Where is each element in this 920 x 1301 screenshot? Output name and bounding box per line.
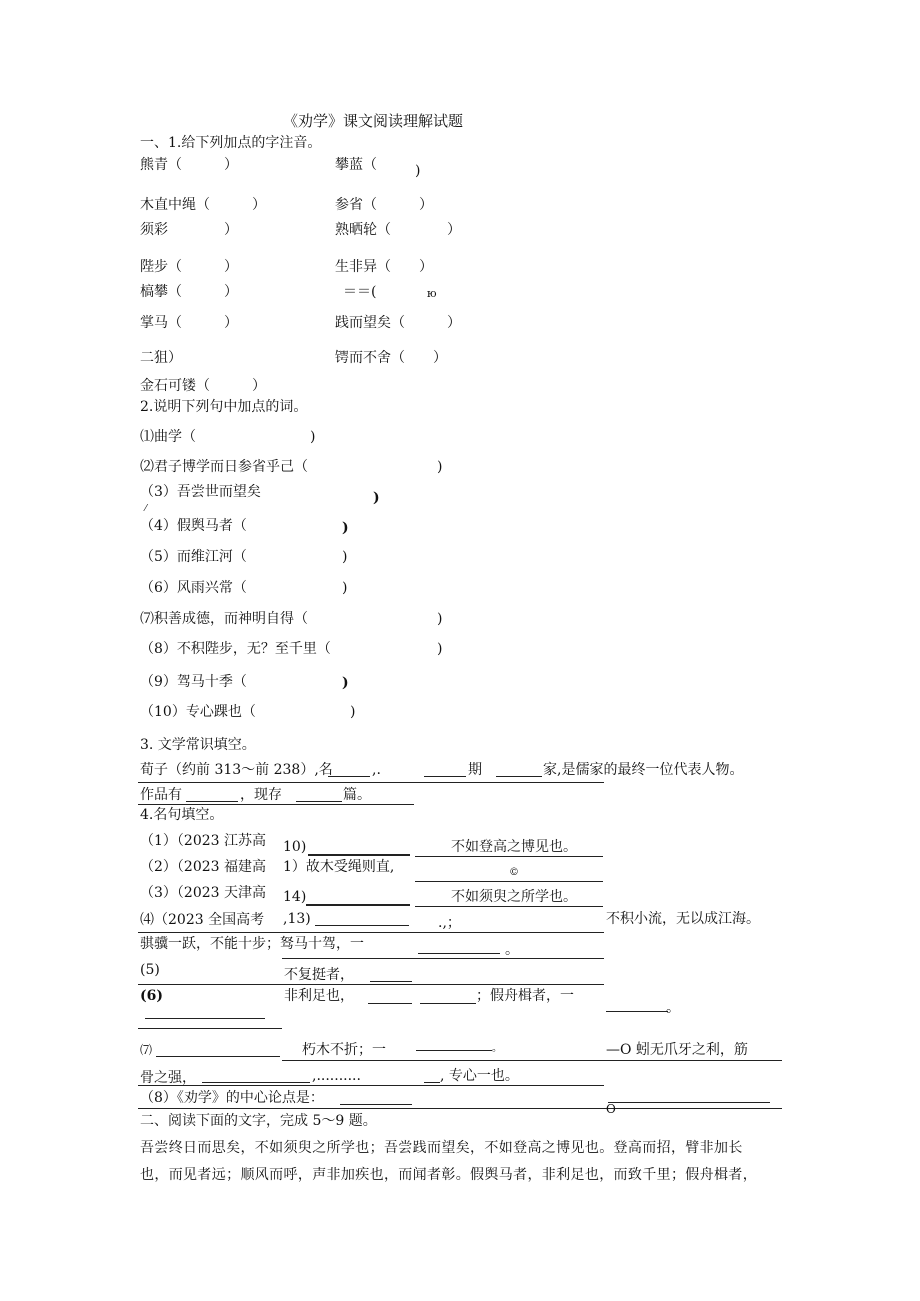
q2-item: ) (350, 704, 356, 720)
q1-item: ＝＝( (343, 284, 377, 300)
q3-blank-period[interactable] (424, 776, 466, 777)
q4-blank-10a[interactable] (340, 1104, 412, 1105)
q4-row-6: (5) (140, 962, 160, 978)
q4-blank-3[interactable] (306, 904, 410, 906)
q4-row-5: 。 (505, 942, 519, 958)
q4-row-3-rule (415, 906, 603, 907)
q3-blank-name[interactable] (328, 776, 370, 777)
q4-row-2: © (509, 867, 519, 878)
q3-line2: 作品有 (140, 787, 182, 803)
q3-blank-count[interactable] (296, 801, 342, 802)
q2-item: ) (342, 675, 349, 691)
q3-line1-rule (138, 782, 604, 783)
q2-item: ) (342, 580, 348, 596)
q4-row-9: , 专心一也。 (440, 1068, 519, 1084)
q4-blank-8a[interactable] (156, 1056, 280, 1057)
q1-item: 二狙） (140, 350, 182, 366)
q4-row-3: （3）（2023 天津高 (140, 885, 266, 901)
q4-row-7-rule (138, 1028, 282, 1029)
q1-item: 践而望矣（ ） (335, 315, 461, 331)
q1-item: 须彩 ） (140, 222, 238, 238)
q1-item: 攀蓝（ (335, 157, 377, 173)
q1-item: 木直中绳（ ） (140, 197, 266, 213)
q1-item: 熟晒轮（ ） (335, 222, 461, 238)
q4-row-2: （2）（2023 福建高 (140, 859, 266, 875)
q2-item: ) (310, 429, 316, 445)
q1-item: 金石可镂（ ） (140, 378, 266, 394)
q2-item: ⑵君子博学而日参省乎己（ (140, 459, 308, 475)
q3-blank-school[interactable] (496, 776, 542, 777)
q3-line1: 期 (468, 762, 482, 778)
section2-paragraph-line: 也，而见者远；顺风而呼，声非加疾也，而闻者彰。假舆马者，非利足也，而致千里；假舟楫者， (140, 1167, 758, 1183)
q4-row-5-rule (282, 958, 604, 959)
q1-item: 生非异（ ） (335, 259, 433, 275)
q4-row-3: 不如须臾之所学也。 (451, 889, 577, 905)
q2-item: （9）驾马十季（ (140, 674, 247, 690)
q4-blank-7d[interactable] (145, 1018, 265, 1019)
q1-item: ) (415, 163, 421, 179)
q4-row-8: —O 蚓无爪牙之利，筋 (606, 1042, 748, 1058)
q4-row-10: O (606, 1102, 616, 1116)
q2-item: ) (342, 520, 349, 536)
q1-item: ю (427, 287, 437, 300)
section2-heading: 二、阅读下面的文字，完成 5～9 题。 (140, 1113, 377, 1129)
q4-row-1: （1）（2023 江苏高 (140, 833, 266, 849)
q4-blank-2[interactable] (415, 881, 603, 882)
q2-item: ) (437, 611, 443, 627)
q4-blank-7b[interactable] (420, 1003, 476, 1004)
q4-row-4-rule (138, 932, 604, 933)
q4-row-6-rule (138, 984, 604, 985)
q4-row-9: 骨之强， (140, 1070, 196, 1086)
q4-blank-9b[interactable] (424, 1082, 440, 1083)
q1-item: 掌马（ ） (140, 315, 238, 331)
q4-blank-7c[interactable] (606, 1011, 668, 1012)
q4-heading: 4.名句填空。 (140, 807, 224, 823)
q3-line2: ，现存 (240, 787, 282, 803)
q3-line2-rule (138, 804, 414, 805)
q4-row-8: 朽木不折；一 (302, 1042, 386, 1058)
q4-row-4: ,13) (283, 911, 311, 927)
q4-blank-8b[interactable] (416, 1050, 492, 1051)
q4-row-1: 不如登高之博见也。 (451, 839, 577, 855)
q4-blank-6[interactable] (370, 981, 412, 982)
q3-blank-works[interactable] (186, 801, 238, 802)
q1-item: 陛步（ ） (140, 259, 238, 275)
q4-blank-5[interactable] (418, 953, 500, 954)
q3-line1: ,. (372, 762, 381, 778)
q3-line1: 家,是儒家的最终一位代表人物。 (543, 762, 744, 778)
q4-row-5: 骐骥一跃，不能十步；驽马十驾，一 (140, 936, 364, 952)
q4-blank-9a[interactable] (202, 1082, 310, 1083)
q4-row-8: 。 (492, 1043, 502, 1054)
q4-blank-4a[interactable] (315, 925, 409, 926)
q4-blank-1[interactable] (308, 854, 410, 856)
q1-item: 熊青（ ） (140, 157, 238, 173)
q4-row-6: 不复挺者， (284, 967, 354, 983)
q2-item: （8）不积陛步，无？至千里（ (140, 641, 331, 657)
q2-item: ) (437, 641, 443, 657)
q2-item: （3）吾尝世而望矣 (140, 484, 261, 500)
q3-line2: 篇。 (343, 787, 371, 803)
q2-heading: 2.说明下列句中加点的词。 (140, 399, 308, 415)
q4-row-9: ,.......... (312, 1068, 361, 1084)
q2-item: ⑴曲学（ (140, 429, 196, 445)
q4-blank-10b[interactable] (608, 1102, 770, 1103)
q2-item: （4）假舆马者（ (140, 518, 247, 534)
q4-row-4: 不积小流，无以成江海。 (606, 911, 760, 927)
q4-row-7: ；假舟楫者，一 (476, 988, 574, 1004)
q4-row-10-rule (138, 1108, 782, 1109)
q4-row-8: ⑺ (140, 1043, 153, 1057)
q4-row-1-rule (415, 856, 603, 857)
q2-item: ⁄ (145, 504, 147, 514)
q4-row-10: （8）《劝学》的中心论点是： (140, 1090, 324, 1106)
q3-line1: 荀子（约前 313～前 238）,名 (140, 762, 333, 778)
page-title: 《劝学》课文阅读理解试题 (283, 112, 464, 130)
q1-item: 参省（ ） (335, 197, 433, 213)
q3-heading: 3. 文学常识填空。 (140, 737, 256, 753)
q4-row-4: .,； (438, 915, 461, 931)
q2-item: （5）而维江河（ (140, 549, 247, 565)
q1-heading: 一、1.给下列加点的字注音。 (140, 135, 322, 151)
q4-row-3: 14) (283, 889, 307, 905)
section2-paragraph-line: 吾尝终日而思矣，不如须臾之所学也；吾尝践而望矣，不如登高之博见也。登高而招，臂非加长 (140, 1140, 743, 1156)
q1-item: 槁攀（ ） (140, 284, 238, 300)
q2-item: ) (437, 459, 443, 475)
q4-row-8-rule (282, 1060, 782, 1061)
q4-row-7: (6) (140, 988, 163, 1004)
q2-item: （10）专心踝也（ (140, 704, 256, 720)
q4-blank-7a[interactable] (368, 1003, 412, 1004)
q4-row-2: 1）故木受绳则直, (283, 859, 395, 875)
q4-row-4: ⑷（2023 全国高考 (140, 912, 265, 928)
q2-item: ) (342, 549, 348, 565)
q4-row-7: 。 (666, 1000, 680, 1016)
q4-row-9-rule (138, 1085, 604, 1086)
q4-row-1: 10) (283, 839, 307, 855)
q2-item: （6）风雨兴常（ (140, 580, 247, 596)
q1-item: 锷而不舍（ ） (335, 350, 447, 366)
q4-row-7: 非利足也， (284, 988, 354, 1004)
q2-item: ) (373, 490, 380, 506)
q2-item: ⑺积善成德，而神明自得（ (140, 611, 308, 627)
